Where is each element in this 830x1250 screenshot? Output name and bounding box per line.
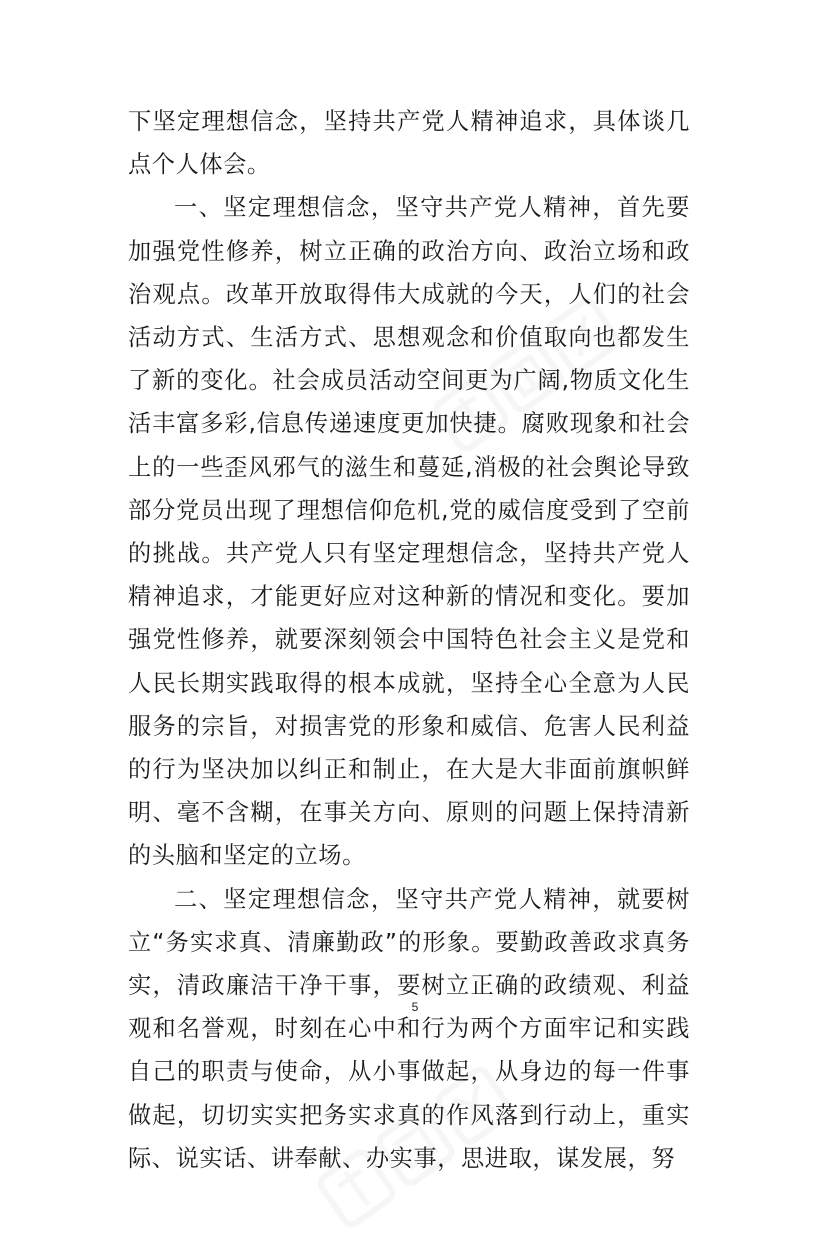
page-number: 5: [411, 1000, 419, 1014]
paragraph-section-one: 一、坚定理想信念，坚守共产党人精神，首先要加强党性修养，树立正确的政治方向、政治立场和政治观点。改革开放取得伟大成就的今天，人们的社会活动方式、生活方式、思想观念和价值取向也都发生了新的变化。社会成员活动空间更为广阔,物质文化生活丰富多彩,信息传递速度更加快捷。腐败现象和社会上的一些歪风邪气的滋生和蔓延,消极的社会舆论导致部分党员出现了理想信仰危机,党的威信度受到了空前的挑战。共产党人只有坚定理想信念，坚持共产党人精神追求，才能更好应对这种新的情况和变化。要加强党性修养，就要深刻领会中国特色社会主义是党和人民长期实践取得的根本成就，坚持全心全意为人民服务的宗旨，对损害党的形象和威信、危害人民利益的行为坚决加以纠正和制止，在大是大非面前旗帜鲜明、毫不含糊，在事关方向、原则的问题上保持清新的头脑和坚定的立场。: [128, 194, 690, 870]
paragraph-continuation: 下坚定理想信念，坚持共产党人精神追求，具体谈几点个人体会。: [128, 108, 690, 179]
paragraph-section-two: 二、坚定理想信念，坚守共产党人精神，就要树立“务实求真、清廉勤政”的形象。要勤政善政求真务实，清政廉洁干净干事，要树立正确的政绩观、利益观和名誉观，时刻在心中和行为两个方面牢记和实践自己的职责与使命，从小事做起，从身边的每一件事做起，切切实实把务实求真的作风落到行动上，重实际、说实话、讲奉献、办实事，思进取，谋发展，努: [128, 885, 690, 1172]
body-text: [128, 100, 690, 1180]
